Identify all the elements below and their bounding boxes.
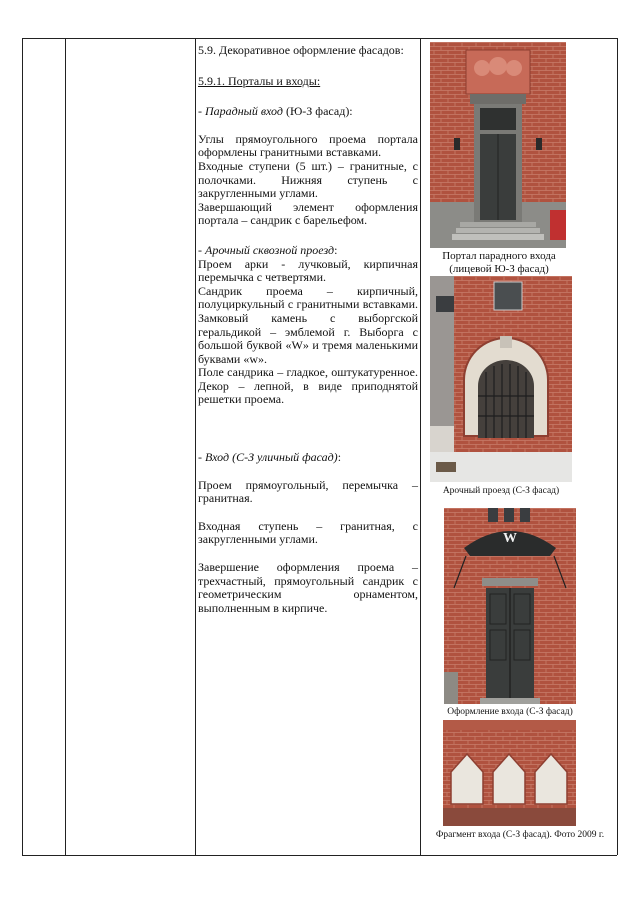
table-border-left bbox=[22, 38, 23, 855]
street-entrance-title bbox=[198, 451, 418, 465]
description-column bbox=[198, 44, 418, 615]
main-portal-image bbox=[430, 42, 566, 248]
main-entrance-title-rest: (Ю-З фасад): bbox=[282, 104, 353, 119]
table-column-divider bbox=[420, 38, 421, 855]
arch-passage-paragraph: Проем арки - лучковый, кирпичная перемычка с четвертями. bbox=[198, 256, 418, 285]
arch-passage-photo bbox=[430, 276, 572, 482]
main-entrance-title-italic: - Парадный вход bbox=[198, 104, 283, 119]
section-heading: 5.9. Декоративное оформление фасадов: bbox=[198, 43, 404, 57]
main-entrance-paragraph: Завершающий элемент оформления портала – сандрик с барельефом. bbox=[198, 199, 418, 228]
arch-passage-image bbox=[430, 276, 572, 482]
fragment-caption: Фрагмент входа (С-З фасад). Фото 2009 г. bbox=[435, 830, 605, 840]
main-portal-photo bbox=[430, 42, 566, 248]
arch-passage-paragraph: Поле сандрика – гладкое, оштукатуренное. Декор – лепной, в виде приподнятой решетки проема. bbox=[198, 365, 418, 407]
street-entrance-title-rest: : bbox=[337, 450, 342, 465]
fragment-photo bbox=[443, 720, 576, 826]
arch-passage-title bbox=[198, 244, 418, 258]
canopy-letter: W bbox=[503, 531, 517, 546]
street-entrance-paragraph: Проем прямоугольный, перемычка – гранитная. bbox=[198, 477, 418, 506]
street-entrance-title-italic: - Вход (С-З уличный фасад) bbox=[198, 450, 338, 465]
table-border-right bbox=[617, 38, 618, 855]
arch-passage-paragraph: Сандрик проема – кирпичный, полуциркульный с гранитными вставками. Замковый камень с выборгской геральдикой – эмблемой г. Выборга с большой буквой «W» и тремя маленькими буквами «w». bbox=[198, 283, 418, 366]
street-entrance-paragraph: Входная ступень – гранитная, с закругленными углами. bbox=[198, 518, 418, 547]
street-entrance-photo bbox=[444, 508, 576, 704]
main-entrance-paragraph: Входные ступени (5 шт.) – гранитные, с полочками. Нижняя ступень с закругленными углами. bbox=[198, 158, 418, 201]
section-subheading: 5.9.1. Порталы и входы: bbox=[198, 73, 321, 88]
arch-passage-title-rest: : bbox=[334, 242, 338, 257]
street-entrance-caption: Оформление входа (С-З фасад) bbox=[447, 707, 573, 717]
street-entrance-image bbox=[444, 508, 576, 704]
main-entrance-title bbox=[198, 105, 418, 119]
main-entrance-paragraph: Углы прямоугольного проема портала оформлены гранитными вставками. bbox=[198, 131, 418, 160]
table-column-divider bbox=[65, 38, 66, 855]
arch-passage-caption: Арочный проезд (С-З фасад) bbox=[442, 486, 560, 496]
main-portal-caption: Портал парадного входа (лицевой Ю-З фасад) bbox=[442, 250, 556, 275]
table-border-bottom bbox=[22, 855, 617, 856]
table-column-divider bbox=[195, 38, 196, 855]
table-border-top bbox=[22, 38, 617, 39]
fragment-image bbox=[443, 720, 576, 826]
street-entrance-paragraph: Завершение оформления проема – трехчастный, прямоугольный сандрик с геометрическим орнаментом, выполненным в кирпиче. bbox=[198, 560, 418, 615]
arch-passage-title-italic: - Арочный сквозной проезд bbox=[198, 242, 335, 257]
